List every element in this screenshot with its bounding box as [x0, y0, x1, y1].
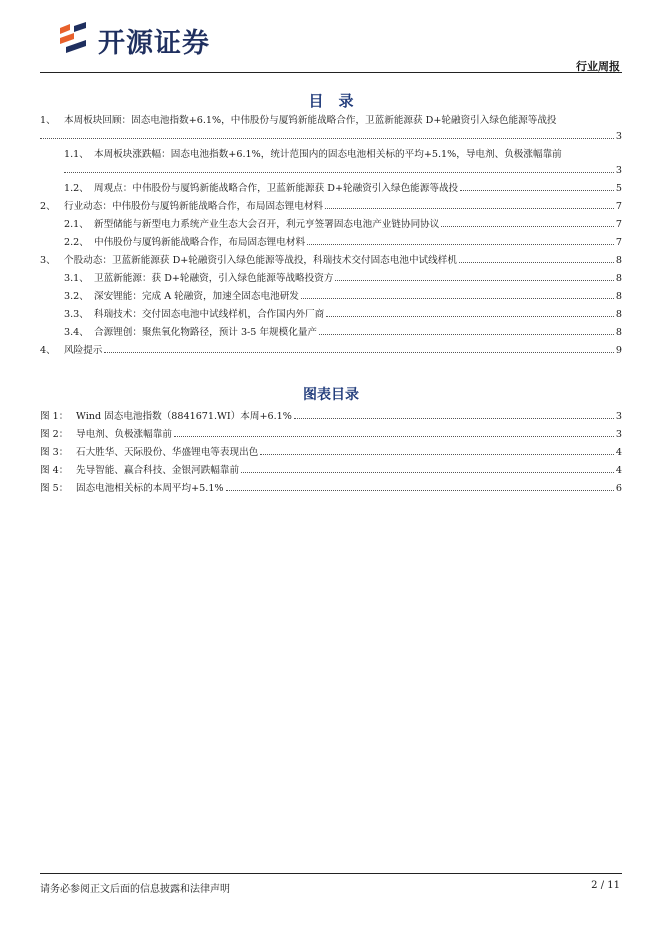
- toc-item-3-2[interactable]: [40, 284, 622, 302]
- dot-leader: [460, 190, 614, 191]
- toc-item-1-leader[interactable]: [40, 126, 622, 142]
- dot-leader: [459, 262, 614, 263]
- toc-item-page: 9: [615, 345, 622, 356]
- dot-leader: [307, 244, 614, 245]
- toc-item-page: 7: [615, 201, 622, 212]
- toc-item-2-2[interactable]: [40, 230, 622, 248]
- dot-leader: [260, 454, 614, 455]
- toc-item-3[interactable]: [40, 248, 622, 266]
- dot-leader: [104, 352, 614, 353]
- figure-item-page: 3: [615, 429, 622, 440]
- toc-item-text: 风险提示: [64, 345, 103, 356]
- figure-item-text: 导电剂、负极涨幅靠前: [76, 429, 172, 440]
- figure-item-number: 图 3：: [40, 447, 69, 458]
- toc-item-text: 个股动态：卫蓝新能源获 D+轮融资引入绿色能源等战投，科瑞技术交付固态电池中试线样机: [64, 255, 457, 266]
- toc-item-1[interactable]: [40, 112, 622, 126]
- toc-item-number: 2、: [40, 201, 56, 212]
- company-logo: [56, 18, 246, 62]
- toc-item-number: 1.1、: [64, 149, 89, 160]
- figure-item-text: 先导智能、赢合科技、金银河跌幅靠前: [76, 465, 240, 476]
- toc-item-2[interactable]: [40, 194, 622, 212]
- figure-item-page: 3: [615, 411, 622, 422]
- toc-item-2-1[interactable]: [40, 212, 622, 230]
- toc-item-number: 3、: [40, 255, 56, 266]
- toc-item-text: 本周板块涨跌幅：固态电池指数+6.1%，统计范围内的固态电池相关标的平均+5.1%，导电剂、负极涨幅靠前: [94, 149, 562, 160]
- figure-item-page: 6: [615, 483, 622, 494]
- toc-item-number: 3.1、: [64, 273, 89, 284]
- figure-item-text: Wind 固态电池指数（8841671.WI）本周+6.1%: [76, 411, 292, 422]
- kaiyuan-logo-mark-icon: [56, 20, 92, 60]
- toc-item-page: 3: [615, 131, 622, 142]
- footer-disclaimer: 请务必参阅正文后面的信息披露和法律声明: [40, 884, 230, 895]
- dot-leader: [441, 226, 614, 227]
- toc-item-text: 科瑞技术：交付固态电池中试线样机，合作国内外厂商: [94, 309, 325, 320]
- figure-item-number: 图 2：: [40, 429, 69, 440]
- toc-item-text: 周观点：中伟股份与厦钨新能战略合作，卫蓝新能源获 D+轮融资引入绿色能源等战投: [94, 183, 459, 194]
- toc-item-page: 8: [615, 309, 622, 320]
- toc-item-number: 3.2、: [64, 291, 89, 302]
- toc-item-number: 3.3、: [64, 309, 89, 320]
- figure-item-number: 图 1：: [40, 411, 69, 422]
- dot-leader: [326, 316, 614, 317]
- figure-item-page: 4: [615, 465, 622, 476]
- toc-item-number: 4、: [40, 345, 56, 356]
- toc-item-page: 7: [615, 219, 622, 230]
- toc-list: [40, 112, 622, 356]
- header-divider: [40, 72, 622, 73]
- report-type-label: 行业周报: [576, 60, 620, 73]
- toc-item-3-3[interactable]: [40, 302, 622, 320]
- figure-item-page: 4: [615, 447, 622, 458]
- toc-item-page: 3: [615, 165, 622, 176]
- company-name: 开源证券: [98, 27, 210, 59]
- toc-item-page: 8: [615, 273, 622, 284]
- toc-item-number: 2.1、: [64, 219, 89, 230]
- toc-item-text: 本周板块回顾：固态电池指数+6.1%，中伟股份与厦钨新能战略合作，卫蓝新能源获 D+轮融资引入绿色能源等战投: [64, 115, 557, 126]
- toc-item-page: 8: [615, 327, 622, 338]
- figure-item-text: 固态电池相关标的本周平均+5.1%: [76, 483, 224, 494]
- toc-item-number: 1.2、: [64, 183, 89, 194]
- dot-leader: [335, 280, 613, 281]
- toc-item-text: 深安锂能：完成 A 轮融资，加速全固态电池研发: [94, 291, 299, 302]
- figure-item-2[interactable]: [40, 422, 622, 440]
- figures-title: 图表目录: [303, 387, 359, 403]
- figure-item-number: 图 4：: [40, 465, 69, 476]
- toc-item-page: 8: [615, 291, 622, 302]
- dot-leader: [226, 490, 614, 491]
- dot-leader: [64, 172, 614, 173]
- toc-item-1-1[interactable]: [40, 146, 622, 160]
- figures-list: [40, 404, 622, 494]
- figure-item-5[interactable]: [40, 476, 622, 494]
- toc-item-3-4[interactable]: [40, 320, 622, 338]
- toc-item-1-1-leader[interactable]: [40, 160, 622, 176]
- toc-item-number: 1、: [40, 115, 56, 126]
- toc-item-page: 8: [615, 255, 622, 266]
- toc-title: 目 录: [308, 92, 354, 110]
- toc-item-3-1[interactable]: [40, 266, 622, 284]
- dot-leader: [174, 436, 614, 437]
- dot-leader: [301, 298, 614, 299]
- toc-item-text: 合源锂创：聚焦氧化物路径，预计 3-5 年规模化量产: [94, 327, 318, 338]
- toc-item-page: 5: [615, 183, 622, 194]
- toc-item-4[interactable]: [40, 338, 622, 356]
- dot-leader: [40, 138, 614, 139]
- toc-item-text: 中伟股份与厦钨新能战略合作，布局固态锂电材料: [94, 237, 306, 248]
- page-number: 2 / 11: [591, 880, 620, 891]
- figure-item-3[interactable]: [40, 440, 622, 458]
- toc-item-1-2[interactable]: [40, 176, 622, 194]
- figure-item-4[interactable]: [40, 458, 622, 476]
- footer-divider: [40, 873, 622, 874]
- toc-item-page: 7: [615, 237, 622, 248]
- toc-item-text: 卫蓝新能源：获 D+轮融资，引入绿色能源等战略投资方: [94, 273, 334, 284]
- dot-leader: [319, 334, 614, 335]
- toc-item-text: 新型储能与新型电力系统产业生态大会召开，利元亨签署固态电池产业链协同协议: [94, 219, 440, 230]
- toc-item-number: 3.4、: [64, 327, 89, 338]
- toc-item-number: 2.2、: [64, 237, 89, 248]
- dot-leader: [241, 472, 614, 473]
- figure-item-text: 石大胜华、天际股份、华盛锂电等表现出色: [76, 447, 259, 458]
- toc-item-text: 行业动态：中伟股份与厦钨新能战略合作，布局固态锂电材料: [64, 201, 324, 212]
- figure-item-1[interactable]: [40, 404, 622, 422]
- figure-item-number: 图 5：: [40, 483, 69, 494]
- dot-leader: [294, 418, 614, 419]
- dot-leader: [325, 208, 614, 209]
